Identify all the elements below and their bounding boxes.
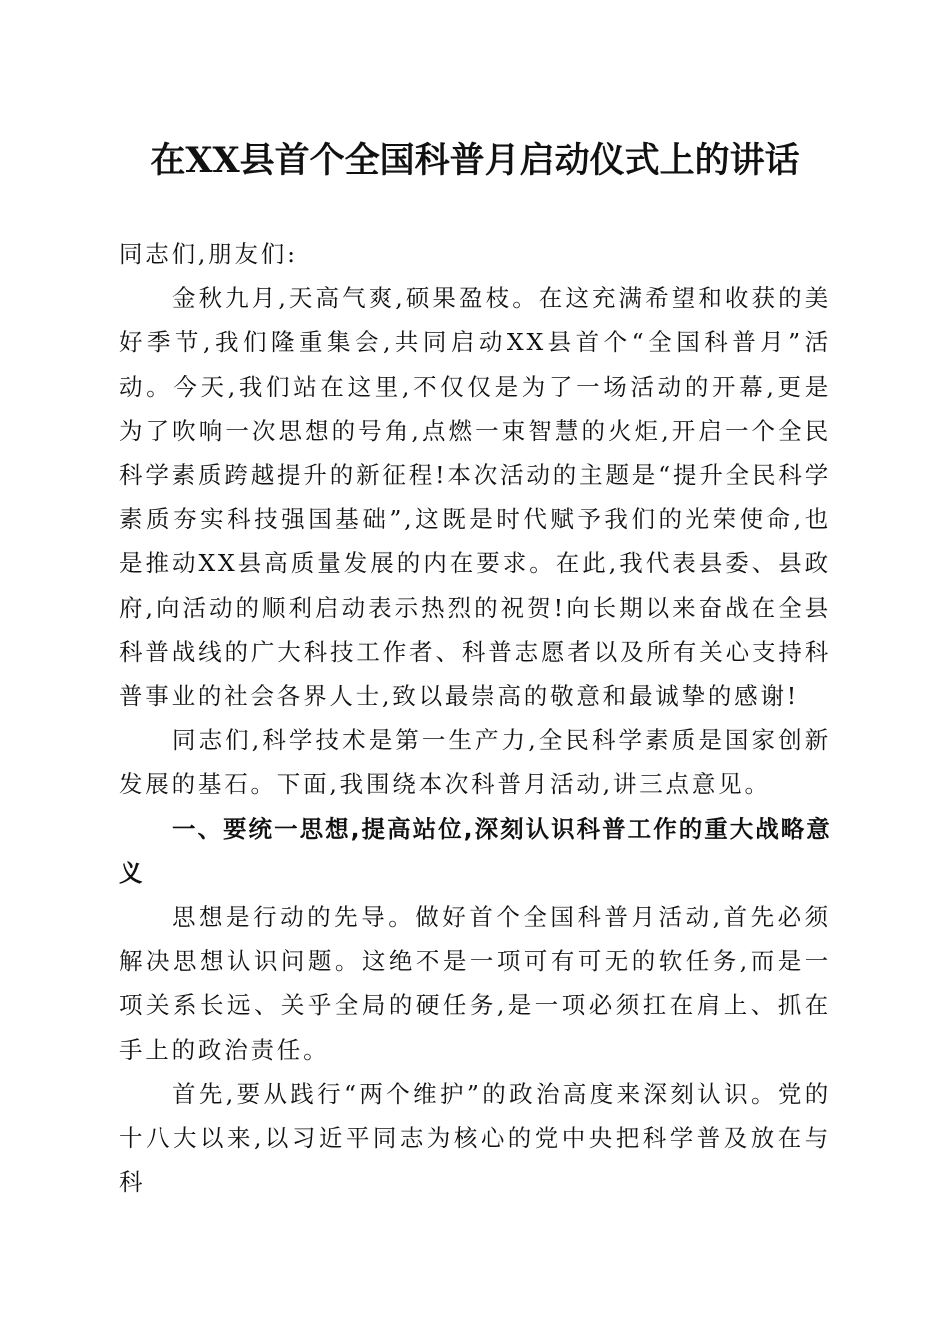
section-paragraph: 首先,要从践行“两个维护”的政治高度来深刻认识。党的十八大以来,以习近平同志为核心的党中央把科学普及放在与科 (119, 1079, 831, 1197)
greeting: 同志们,朋友们: (119, 240, 298, 268)
document-title: 在XX县首个全国科普月启动仪式上的讲话 (150, 140, 800, 181)
paragraph-intro-points: 同志们,科学技术是第一生产力,全民科学素质是国家创新发展的基石。下面,我围绕本次科普月活动,讲三点意见。 (119, 726, 831, 799)
section-heading: 一、要统一思想,提高站位,深刻认识科普工作的重大战略意义 (119, 814, 831, 887)
document-body (119, 232, 831, 1204)
paragraph-opening: 金秋九月,天高气爽,硕果盈枝。在这充满希望和收获的美好季节,我们隆重集会,共同启动XX县首个“全国科普月”活动。今天,我们站在这里,不仅仅是为了一场活动的开幕,更是为了吹响一次思想的号角,点燃一束智慧的火炬,开启一个全民科学素质跨越提升的新征程!本次活动的主题是“提升全民科学素质夯实科技强国基础”,这既是时代赋予我们的光荣使命,也是推动XX县高质量发展的内在要求。在此,我代表县委、县政府,向活动的顺利启动表示热烈的祝贺!向长期以来奋战在全县科普战线的广大科技工作者、科普志愿者以及所有关心支持科普事业的社会各界人士,致以最崇高的敬意和最诚挚的感谢! (119, 284, 831, 711)
section-paragraph: 思想是行动的先导。做好首个全国科普月活动,首先必须解决思想认识问题。这绝不是一项可有可无的软任务,而是一项关系长远、关乎全局的硬任务,是一项必须扛在肩上、抓在手上的政治责任。 (119, 903, 831, 1064)
